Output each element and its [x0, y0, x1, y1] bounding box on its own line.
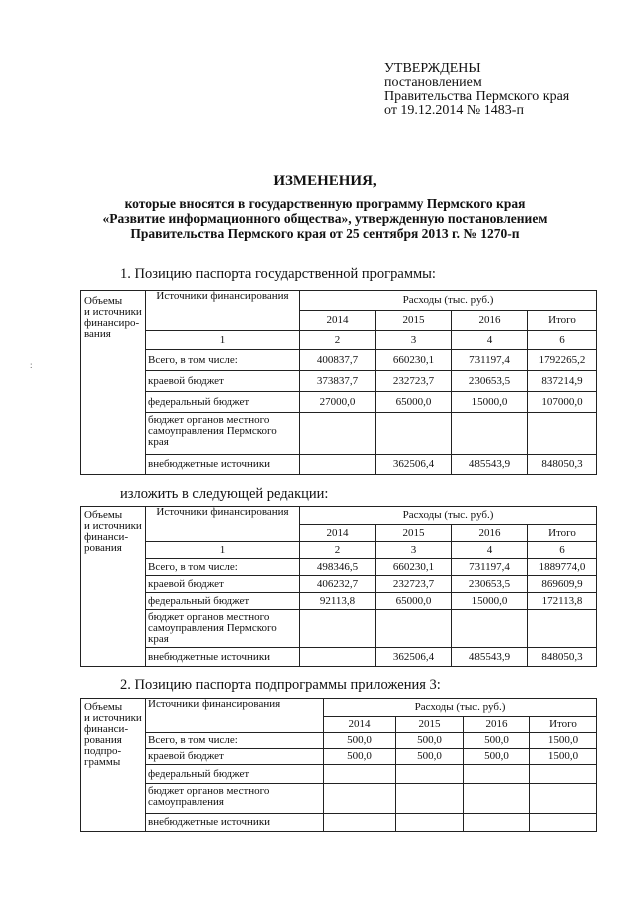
year-cell: 2015 — [376, 525, 452, 542]
header-expenses: Расходы (тыс. руб.) — [300, 507, 597, 525]
col-number: 1 — [146, 542, 300, 559]
side-label-2: Объемы и источники финанси- рования — [84, 509, 142, 554]
col-number: 6 — [528, 331, 597, 350]
approval-block — [384, 62, 624, 118]
table-row: Всего, в том числе: 400837,7 660230,1 731197,4 1792265,2 — [81, 350, 597, 371]
header-sources: Источники финансирования — [146, 699, 324, 733]
document-title — [60, 172, 590, 241]
paragraph-1: 1. Позицию паспорта государственной программы: — [120, 266, 436, 282]
col-number: 4 — [452, 331, 528, 350]
paragraph-2: 2. Позицию паспорта подпрограммы приложения 3: — [120, 677, 441, 693]
year-cell: 2015 — [396, 717, 464, 733]
table-row: бюджет органов местного самоуправления Пермского края — [81, 610, 597, 648]
table-row: внебюджетные источники 362506,4 485543,9 848050,3 — [81, 648, 597, 667]
year-cell: 2014 — [324, 717, 396, 733]
table-row: внебюджетные источники 362506,4 485543,9 848050,3 — [81, 455, 597, 475]
financing-table-2 — [80, 506, 597, 667]
title-line: «Развитие информационного общества», утвержденную постановлением — [102, 211, 548, 226]
header-sources: Источники финансирования — [146, 507, 300, 542]
table-row: Всего, в том числе: 500,0 500,0 500,0 1500,0 — [81, 733, 597, 749]
col-number: 6 — [528, 542, 597, 559]
year-cell: Итого — [528, 311, 597, 331]
table-row: федеральный бюджет — [81, 765, 597, 783]
header-expenses: Расходы (тыс. руб.) — [300, 291, 597, 311]
title-line: Правительства Пермского края от 25 сентября 2013 г. № 1270-п — [130, 226, 520, 241]
table-row: краевой бюджет 500,0 500,0 500,0 1500,0 — [81, 749, 597, 765]
year-cell: 2014 — [300, 525, 376, 542]
table-row: федеральный бюджет 27000,0 65000,0 15000,0 107000,0 — [81, 392, 597, 413]
margin-mark: : — [30, 360, 33, 370]
table-row: краевой бюджет 373837,7 232723,7 230653,5 837214,9 — [81, 371, 597, 392]
table-row: Всего, в том числе: 498346,5 660230,1 731197,4 1889774,0 — [81, 559, 597, 576]
financing-table-3 — [80, 698, 597, 832]
paragraph-mid: изложить в следующей редакции: — [120, 486, 329, 502]
year-cell: 2016 — [452, 311, 528, 331]
side-label-1: Объемы и источники финансиро- вания — [84, 295, 142, 340]
financing-table-1 — [80, 290, 597, 475]
year-cell: Итого — [530, 717, 597, 733]
table-row: краевой бюджет 406232,7 232723,7 230653,5 869609,9 — [81, 576, 597, 593]
title-heading: ИЗМЕНЕНИЯ, — [273, 173, 377, 189]
table-row: внебюджетные источники — [81, 813, 597, 831]
table-row: федеральный бюджет 92113,8 65000,0 15000,0 172113,8 — [81, 593, 597, 610]
col-number: 2 — [300, 331, 376, 350]
col-number: 1 — [146, 331, 300, 350]
year-cell: 2016 — [452, 525, 528, 542]
col-number: 3 — [376, 331, 452, 350]
year-cell: 2015 — [376, 311, 452, 331]
header-sources: Источники финансирования — [146, 291, 300, 331]
header-expenses: Расходы (тыс. руб.) — [324, 699, 597, 717]
side-label-3: Объемы и источники финанси- рования подпро- граммы — [84, 701, 142, 768]
col-number: 3 — [376, 542, 452, 559]
year-cell: 2014 — [300, 311, 376, 331]
approval-line: постановлением — [384, 75, 482, 90]
approval-line: Правительства Пермского края — [384, 89, 570, 104]
title-line: которые вносятся в государственную программу Пермского края — [124, 196, 526, 211]
year-cell: 2016 — [464, 717, 530, 733]
table-row: бюджет органов местного самоуправления — [81, 783, 597, 813]
col-number: 4 — [452, 542, 528, 559]
approval-title: УТВЕРЖДЕНЫ — [384, 61, 481, 76]
col-number: 2 — [300, 542, 376, 559]
year-cell: Итого — [528, 525, 597, 542]
table-row: бюджет органов местного самоуправления Пермского края — [81, 413, 597, 455]
approval-date: от 19.12.2014 № 1483-п — [384, 103, 524, 118]
